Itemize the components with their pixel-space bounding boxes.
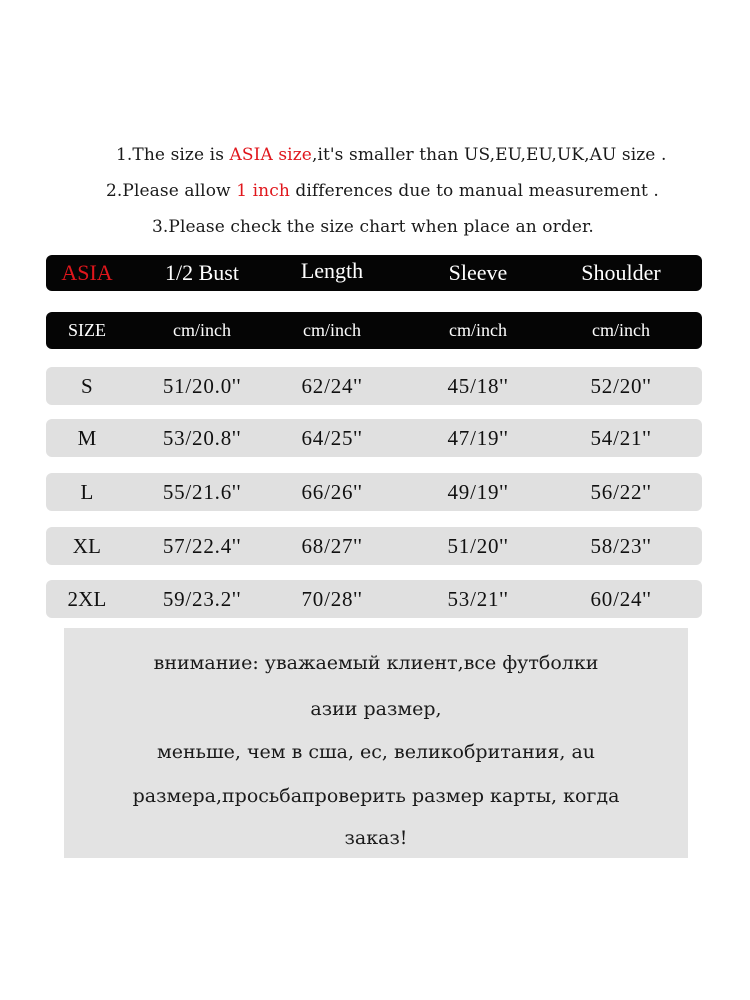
note-asia-size-suffix: ,it's smaller than US,EU,EU,UK,AU size . [311,145,667,165]
unit-length: cm/inch [303,320,361,340]
unit-shoulder: cm/inch [592,320,650,340]
sleeve-value: 45/18'' [447,373,509,398]
header-bust: 1/2 Bust [165,260,239,285]
header-length: Length [300,258,364,283]
sleeve-value: 53/21'' [447,586,509,611]
notice-line: азии размер, [310,698,442,720]
header-sleeve: Sleeve [448,260,508,285]
length-value: 64/25'' [301,425,363,450]
size-row-xl [46,527,702,565]
bust-value: 55/21.6'' [162,479,242,504]
size-row-l [46,473,702,511]
size-chart-header [46,255,702,291]
size-label: S [81,373,93,398]
size-row-s [46,367,702,405]
size-row-m [46,419,702,457]
length-value: 62/24'' [301,373,363,398]
header-shoulder: Shoulder [581,260,661,285]
unit-size-label: SIZE [68,320,106,340]
note-measurement-suffix: differences due to manual measurement . [289,181,659,201]
size-label: M [77,425,97,450]
size-row-2xl [46,580,702,618]
size-label: L [80,479,94,504]
note-asia-size-highlight: ASIA size [229,145,312,165]
shoulder-value: 56/22'' [590,479,652,504]
bust-value: 59/23.2'' [162,586,242,611]
notice-line: заказ! [344,827,408,849]
length-value: 66/26'' [301,479,363,504]
size-label: XL [72,533,102,558]
bust-value: 51/20.0'' [162,373,242,398]
note-asia-size-prefix: 1.The size is [116,145,230,165]
note-asia-size [116,145,666,165]
shoulder-value: 58/23'' [590,533,652,558]
unit-bust: cm/inch [173,320,231,340]
notice-line: размера,просьбапроверить размер карты, когда [132,785,620,807]
sleeve-value: 51/20'' [447,533,509,558]
bust-value: 57/22.4'' [162,533,242,558]
notice-line: внимание: уважаемый клиент,все футболки [153,652,599,674]
shoulder-value: 52/20'' [590,373,652,398]
shoulder-value: 54/21'' [590,425,652,450]
note-measurement-highlight: 1 inch [236,181,290,201]
sleeve-value: 49/19'' [447,479,509,504]
bust-value: 53/20.8'' [162,425,242,450]
shoulder-value: 60/24'' [590,586,652,611]
note-measurement-difference [106,181,659,201]
size-chart-units [46,312,702,349]
size-label: 2XL [67,586,107,611]
russian-notice-box [64,628,688,858]
note-check-chart: 3.Please check the size chart when place an order. [152,217,594,237]
unit-sleeve: cm/inch [449,320,507,340]
header-asia: ASIA [61,260,113,285]
length-value: 68/27'' [301,533,363,558]
note-measurement-prefix: 2.Please allow [106,181,237,201]
sleeve-value: 47/19'' [447,425,509,450]
notice-line: меньше, чем в сша, ес, великобритания, au [156,741,596,763]
length-value: 70/28'' [301,586,363,611]
